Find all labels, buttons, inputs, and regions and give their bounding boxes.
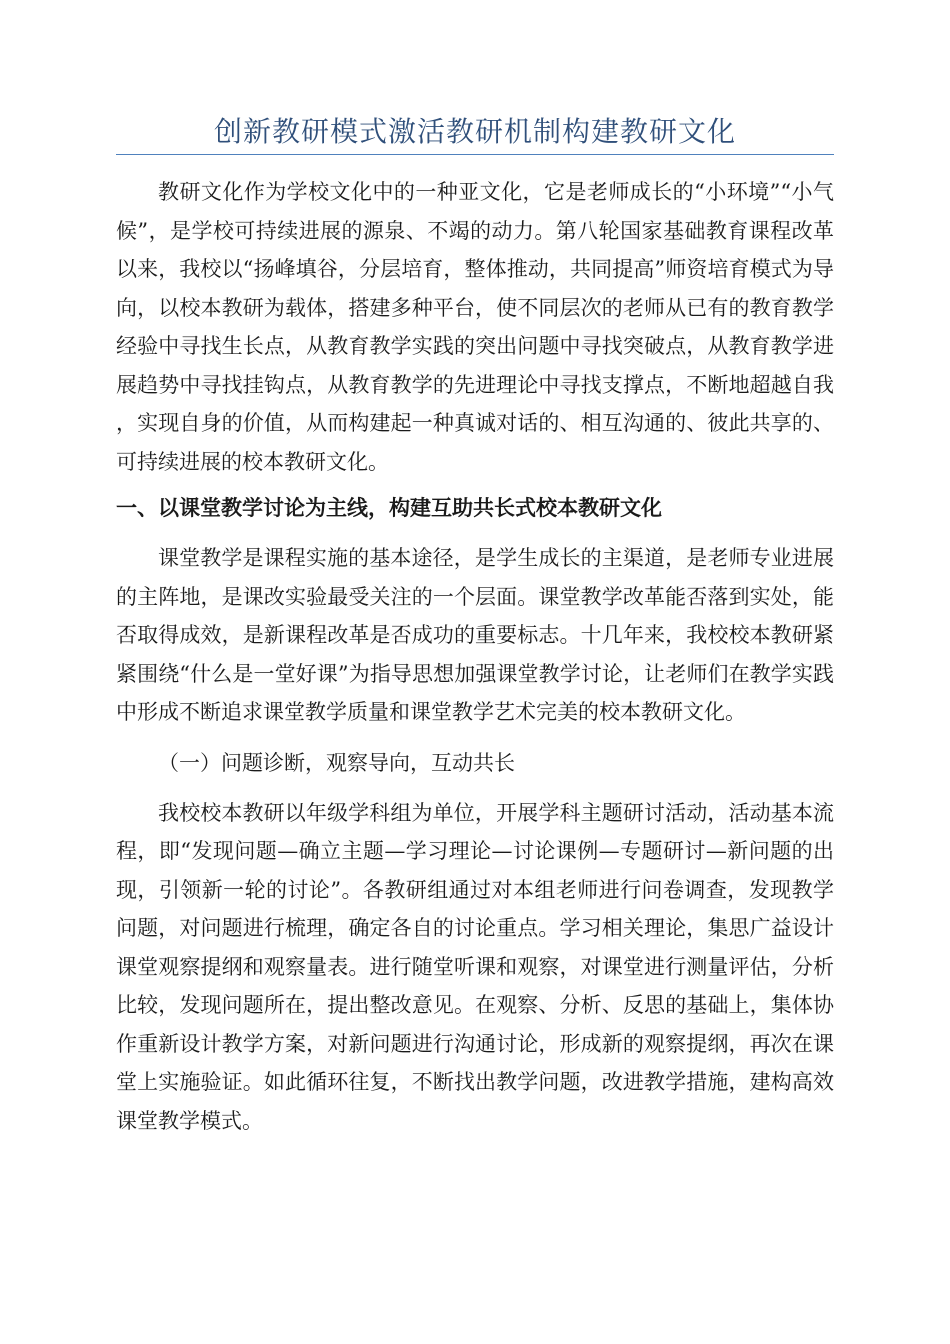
document-body: [116, 173, 834, 1140]
subsection-heading-1: （一）问题诊断，观察导向，互动共长: [158, 750, 515, 775]
section-1-paragraph: 课堂教学是课程实施的基本途径，是学生成长的主渠道，是老师专业进展的主阵地，是课改实验最受关注的一个层面。课堂教学改革能否落到实处，能否取得成效，是新课程改革是否成功的重要标志。十几年来，我校校本教研紧紧围绕“什么是一堂好课”为指导思想加强课堂教学讨论，让老师们在教学实践中形成不断追求课堂教学质量和课堂教学艺术完美的校本教研文化。: [116, 546, 834, 724]
document-title: 创新教研模式激活教研机制构建教研文化: [213, 115, 736, 148]
subsection-1-paragraph: 我校校本教研以年级学科组为单位，开展学科主题研讨活动，活动基本流程，即“发现问题—确立主题—学习理论—讨论课例—专题研讨—新问题的出现，引领新一轮的讨论”。各教研组通过对本组老师进行问卷调查，发现教学问题，对问题进行梳理，确定各自的讨论重点。学习相关理论，集思广益设计课堂观察提纲和观察量表。进行随堂听课和观察，对课堂进行测量评估，分析比较，发现问题所在，提出整改意见。在观察、分析、反思的基础上，集体协作重新设计教学方案，对新问题进行沟通讨论，形成新的观察提纲，再次在课堂上实施验证。如此循环往复，不断找出教学问题，改进教学措施，建构高效课堂教学模式。: [116, 800, 834, 1133]
intro-paragraph: 教研文化作为学校文化中的一种亚文化，它是老师成长的“小环境”“小气候”，是学校可持续进展的源泉、不竭的动力。第八轮国家基础教育课程改革以来，我校以“扬峰填谷，分层培育，整体推动，共同提高”师资培育模式为导向，以校本教研为载体，搭建多种平台，使不同层次的老师从已有的教育教学经验中寻找生长点，从教育教学实践的突出问题中寻找突破点，从教育教学进展趋势中寻找挂钩点，从教育教学的先进理论中寻找支撑点，不断地超越自我，实现自身的价值，从而构建起一种真诚对话的、相互沟通的、彼此共享的、可持续进展的校本教研文化。: [116, 180, 834, 474]
title-underline: [116, 154, 834, 155]
section-heading-1: 一、以课堂教学讨论为主线，构建互助共长式校本教研文化: [116, 496, 662, 520]
